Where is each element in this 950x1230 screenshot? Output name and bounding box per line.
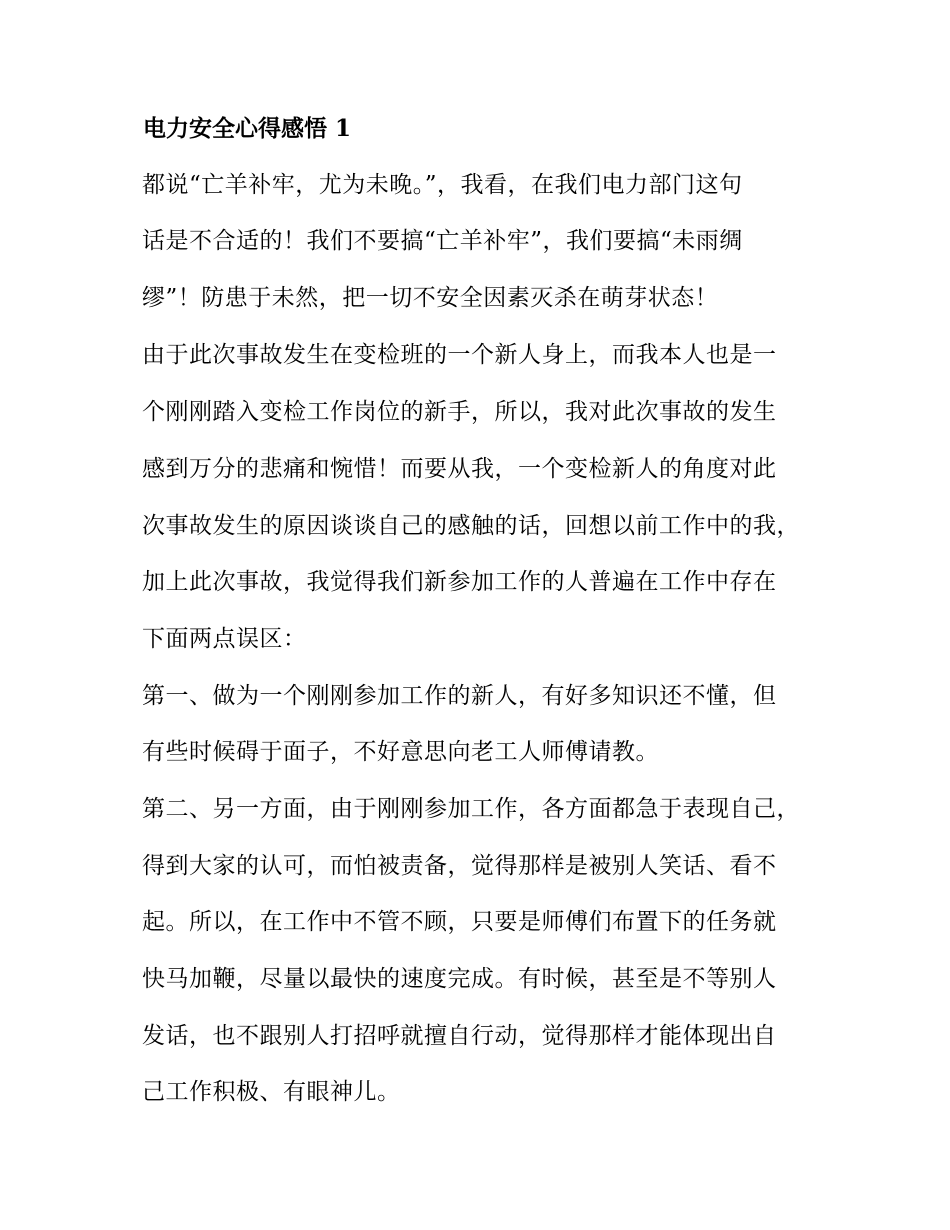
paragraph-line: 话是不合适的！我们不要搞“亡羊补牢”，我们要搞“未雨绸 xyxy=(142,228,743,254)
paragraph-line: 都说“亡羊补牢，尤为未晚。”，我看，在我们电力部门这句 xyxy=(142,172,743,198)
paragraph-line: 起。所以，在工作中不管不顾，只要是师傅们布置下的任务就 xyxy=(142,909,777,935)
paragraph-line: 个刚刚踏入变检工作岗位的新手，所以，我对此次事故的发生 xyxy=(142,399,777,425)
paragraph-line: 己工作积极、有眼神儿。 xyxy=(142,1079,401,1105)
paragraph-line: 缪”！防患于未然，把一切不安全因素灭杀在萌芽状态！ xyxy=(142,285,719,311)
paragraph-line: 次事故发生的原因谈谈自己的感触的话，回想以前工作中的我， xyxy=(142,513,800,539)
paragraph-line: 第一、做为一个刚刚参加工作的新人，有好多知识还不懂，但 xyxy=(142,683,777,709)
paragraph-line: 感到万分的悲痛和惋惜！而要从我，一个变检新人的角度对此 xyxy=(142,456,777,482)
paragraph-line: 快马加鞭，尽量以最快的速度完成。有时候，甚至是不等别人 xyxy=(142,966,777,992)
paragraph-line: 得到大家的认可，而怕被责备，觉得那样是被别人笑话、看不 xyxy=(142,853,777,879)
paragraph-line: 加上此次事故，我觉得我们新参加工作的人普遍在工作中存在 xyxy=(142,569,777,595)
paragraph-line: 下面两点误区： xyxy=(142,626,307,652)
paragraph-line: 第二、另一方面，由于刚刚参加工作，各方面都急于表现自己， xyxy=(142,796,800,822)
document-title: 电力安全心得感悟 1 xyxy=(143,115,352,142)
paragraph-line: 有些时候碍于面子，不好意思向老工人师傅请教。 xyxy=(142,739,659,765)
paragraph-line: 由于此次事故发生在变检班的一个新人身上，而我本人也是一 xyxy=(142,342,777,368)
paragraph-line: 发话，也不跟别人打招呼就擅自行动，觉得那样才能体现出自 xyxy=(142,1023,777,1049)
